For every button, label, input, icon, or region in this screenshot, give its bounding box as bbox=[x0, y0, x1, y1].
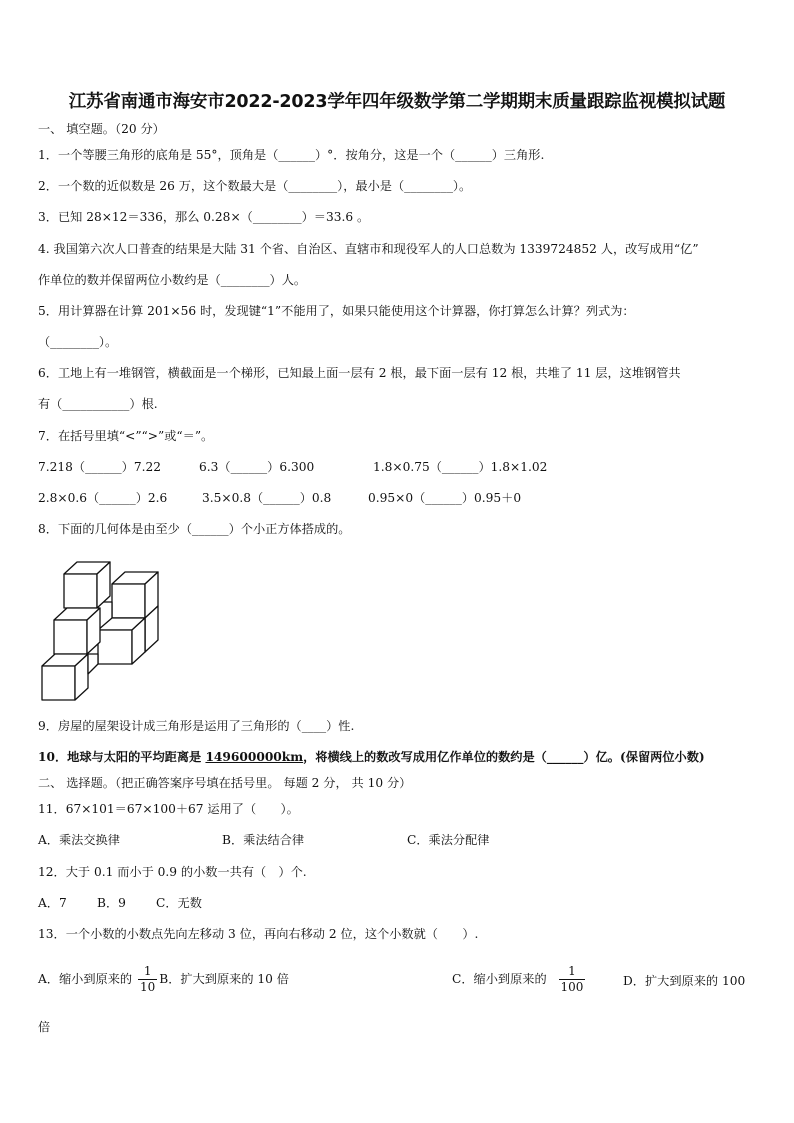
q11-option-c: C．乘法分配律 bbox=[407, 833, 490, 847]
fraction-denominator: 100 bbox=[560, 980, 584, 994]
question-10 bbox=[38, 749, 705, 765]
fraction-denominator: 10 bbox=[140, 980, 156, 994]
question-6-line-2: 有（___________）根. bbox=[38, 397, 158, 411]
question-11: 11．67×101＝67×100＋67 运用了（ ）。 bbox=[38, 802, 299, 816]
question-2: 2．一个数的近似数是 26 万，这个数最大是（________），最小是（________）。 bbox=[38, 179, 472, 193]
q13-option-a-fraction bbox=[138, 964, 157, 995]
q13-option-d: D．扩大到原来的 100 bbox=[623, 974, 746, 988]
q13-option-c-fraction bbox=[559, 964, 586, 995]
question-7: 7．在括号里填“<”“>”或“＝”。 bbox=[38, 429, 214, 443]
q12-option-a: A．7 bbox=[38, 896, 67, 910]
q7-item-3: 1.8×0.75（______）1.8×1.02 bbox=[373, 460, 548, 474]
q13-option-a-label: A．缩小到原来的 bbox=[38, 972, 133, 986]
q13-option-c-label: C．缩小到原来的 bbox=[452, 972, 547, 986]
q10-prefix: 10．地球与太阳的平均距离是 bbox=[38, 750, 206, 764]
question-3: 3．已知 28×12＝336，那么 0.28×（________）＝33.6 。 bbox=[38, 210, 370, 224]
question-9: 9．房屋的屋架设计成三角形是运用了三角形的（____）性. bbox=[38, 719, 355, 733]
question-1: 1．一个等腰三角形的底角是 55°，顶角是（______）°．按角分，这是一个（______）三角形. bbox=[38, 148, 545, 162]
section-fill-blank-heading: 一、 填空题。（20 分） bbox=[38, 122, 165, 136]
q10-suffix: ，将横线上的数改写成用亿作单位的数约是（______）亿。(保留两位小数) bbox=[303, 750, 705, 764]
q13-option-a bbox=[38, 964, 289, 995]
question-4-line-2: 作单位的数并保留两位小数约是（________）人。 bbox=[38, 273, 307, 287]
q12-option-b: B．9 bbox=[97, 896, 126, 910]
q7-item-6: 0.95×0（______）0.95＋0 bbox=[368, 491, 522, 505]
fraction-numerator: 1 bbox=[559, 964, 586, 980]
section-choice-heading: 二、 选择题。（把正确答案序号填在括号里。 每题 2 分， 共 10 分） bbox=[38, 776, 412, 790]
fraction-numerator: 1 bbox=[138, 964, 157, 980]
q13-option-c bbox=[452, 964, 587, 995]
q12-option-c: C．无数 bbox=[156, 896, 202, 910]
question-4-line-1: 4. 我国第六次人口普查的结果是大陆 31 个省、自治区、直辖市和现役军人的人口总数为 1339724852 人，改写成用“亿” bbox=[38, 242, 699, 256]
page-title: 江苏省南通市海安市2022-2023学年四年级数学第二学期期末质量跟踪监视模拟试题 bbox=[68, 92, 726, 112]
q13-option-d-continuation: 倍 bbox=[38, 1020, 51, 1034]
question-5-line-1: 5．用计算器在计算 201×56 时，发现键“1”不能用了，如果只能使用这个计算器，你打算怎么计算？列式为： bbox=[38, 304, 635, 318]
question-5-line-2: （________）。 bbox=[38, 335, 118, 349]
q7-item-5: 3.5×0.8（______）0.8 bbox=[202, 491, 332, 505]
cube-stack-figure bbox=[40, 560, 170, 710]
q7-item-1: 7.218（______）7.22 bbox=[38, 460, 161, 474]
question-6-line-1: 6．工地上有一堆钢管，横截面是一个梯形，已知最上面一层有 2 根，最下面一层有 12 根，共堆了 11 层，这堆钢管共 bbox=[38, 366, 681, 380]
q7-item-4: 2.8×0.6（______）2.6 bbox=[38, 491, 168, 505]
question-8: 8．下面的几何体是由至少（______）个小正方体搭成的。 bbox=[38, 522, 351, 536]
q7-item-2: 6.3（______）6.300 bbox=[199, 460, 315, 474]
q13-option-b-label: B．扩大到原来的 10 倍 bbox=[159, 972, 289, 986]
question-13: 13．一个小数的小数点先向左移动 3 位，再向右移动 2 位，这个小数就（ ）. bbox=[38, 927, 479, 941]
question-12: 12．大于 0.1 而小于 0.9 的小数一共有（ ）个. bbox=[38, 865, 307, 879]
q10-underlined-number: 149600000km bbox=[205, 750, 304, 764]
q11-option-b: B．乘法结合律 bbox=[222, 833, 305, 847]
q11-option-a: A．乘法交换律 bbox=[38, 833, 120, 847]
